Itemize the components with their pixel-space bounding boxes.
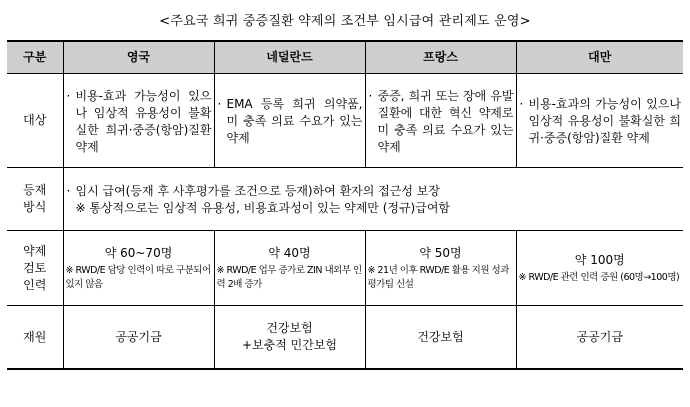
cell-funding-uk: 공공기금 <box>63 306 214 370</box>
cell-target-tw: · 비용-효과의 가능성이 있으나 임상적 유용성이 불확실한 희귀·중증(항암)질환 약제 <box>516 74 683 168</box>
cell-staff-tw: 약 100명 ※ RWD/E 관련 인력 증원 (60명→100명) <box>516 231 683 306</box>
row-target <box>7 74 683 168</box>
cell-funding-fr: 건강보험 <box>365 306 516 370</box>
header-netherlands: 네덜란드 <box>214 41 365 74</box>
cell-target-fr: · 중증, 희귀 또는 장애 유발 질환에 대한 혁신 약제로 미 충족 의료 수요가 있는 약제 <box>365 74 516 168</box>
page-title: <주요국 희귀 중증질환 약제의 조건부 임시급여 관리제도 운영> <box>159 14 531 29</box>
cell-funding-nl: 건강보험 +보충적 민간보험 <box>214 306 365 370</box>
cell-staff-nl: 약 40명 ※ RWD/E 업무 증가로 ZIN 내외부 인력 2배 증가 <box>214 231 365 306</box>
row-funding <box>7 306 683 370</box>
row-method <box>7 168 683 231</box>
header-category: 구분 <box>7 41 63 74</box>
cell-funding-tw: 공공기금 <box>516 306 683 370</box>
header-france: 프랑스 <box>365 41 516 74</box>
row-label-method: 등재 방식 <box>7 168 63 231</box>
row-label-staff: 약제 검토 인력 <box>7 231 63 306</box>
cell-method: · 임시 급여(등재 후 사후평가를 조건으로 등재)하여 환자의 접근성 보장 ※ 통상적으로는 임상적 유용성, 비용효과성이 있는 약제만 (정규)급여함 <box>63 168 683 231</box>
cell-staff-uk: 약 60~70명 ※ RWD/E 담당 인력이 따로 구분되어 있지 않음 <box>63 231 214 306</box>
comparison-table <box>7 40 683 370</box>
header-taiwan: 대만 <box>516 41 683 74</box>
cell-staff-fr: 약 50명 ※ 21년 이후 RWD/E 활용 지원 성과평가팀 신설 <box>365 231 516 306</box>
cell-target-uk: · 비용-효과 가능성이 있으나 임상적 유용성이 불확실한 희귀·중증(항암)질환 약제 <box>63 74 214 168</box>
cell-target-nl: · EMA 등록 희귀 의약품, 미 충족 의료 수요가 있는 약제 <box>214 74 365 168</box>
header-uk: 영국 <box>63 41 214 74</box>
row-staff <box>7 231 683 306</box>
row-label-funding: 재원 <box>7 306 63 370</box>
row-label-target: 대상 <box>7 74 63 168</box>
header-row <box>7 41 683 74</box>
